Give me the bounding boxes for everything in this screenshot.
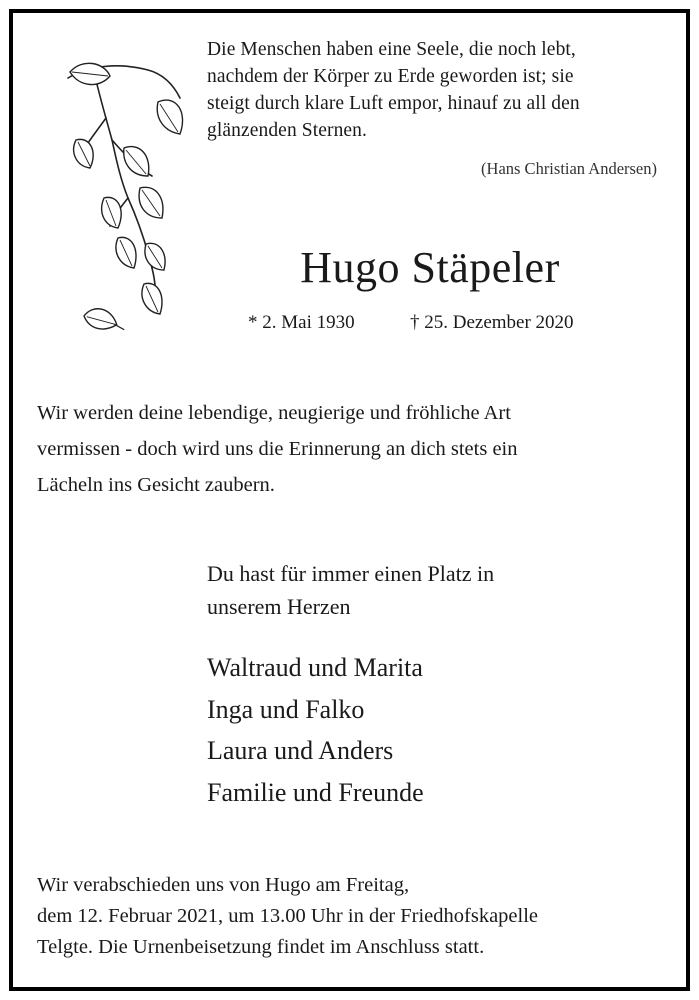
message-line: Lächeln ins Gesicht zaubern. bbox=[37, 474, 275, 496]
message-line: vermissen - doch wird uns die Erinnerung an dich stets ein bbox=[37, 438, 518, 460]
mourner-entry: Waltraud und Marita bbox=[207, 653, 423, 682]
mourners-list bbox=[207, 647, 627, 813]
quote-line: steigt durch klare Luft empor, hinauf zu all den bbox=[207, 93, 580, 114]
funeral-line: Telgte. Die Urnenbeisetzung findet im Anschluss statt. bbox=[37, 936, 485, 958]
quote-line: nachdem der Körper zu Erde geworden ist; sie bbox=[207, 66, 574, 87]
funeral-line: dem 12. Februar 2021, um 13.00 Uhr in der Friedhofskapelle bbox=[37, 905, 539, 927]
heart-dedication bbox=[207, 557, 627, 623]
mourner-entry: Laura und Anders bbox=[207, 736, 394, 765]
birch-branch-illustration bbox=[48, 48, 208, 368]
funeral-line: Wir verabschieden uns von Hugo am Freitag, bbox=[37, 874, 410, 896]
memorial-message bbox=[37, 395, 667, 503]
death-date: † 25. Dezember 2020 bbox=[410, 312, 574, 333]
mourner-entry: Inga und Falko bbox=[207, 694, 365, 724]
message-line: Wir werden deine lebendige, neugierige und fröhliche Art bbox=[37, 402, 511, 424]
mourner-entry: Familie und Freunde bbox=[207, 777, 424, 807]
quote-line: glänzenden Sternen. bbox=[207, 120, 368, 141]
birth-date: * 2. Mai 1930 bbox=[248, 312, 355, 333]
dedication-line: unserem Herzen bbox=[207, 594, 351, 619]
dedication-line: Du hast für immer einen Platz in bbox=[207, 561, 495, 586]
quote-line: Die Menschen haben eine Seele, die noch lebt, bbox=[207, 39, 576, 60]
quote-text bbox=[207, 36, 667, 144]
funeral-notice bbox=[37, 870, 677, 963]
quote-author: (Hans Christian Andersen) bbox=[481, 159, 657, 178]
deceased-name: Hugo Stäpeler bbox=[300, 243, 560, 292]
